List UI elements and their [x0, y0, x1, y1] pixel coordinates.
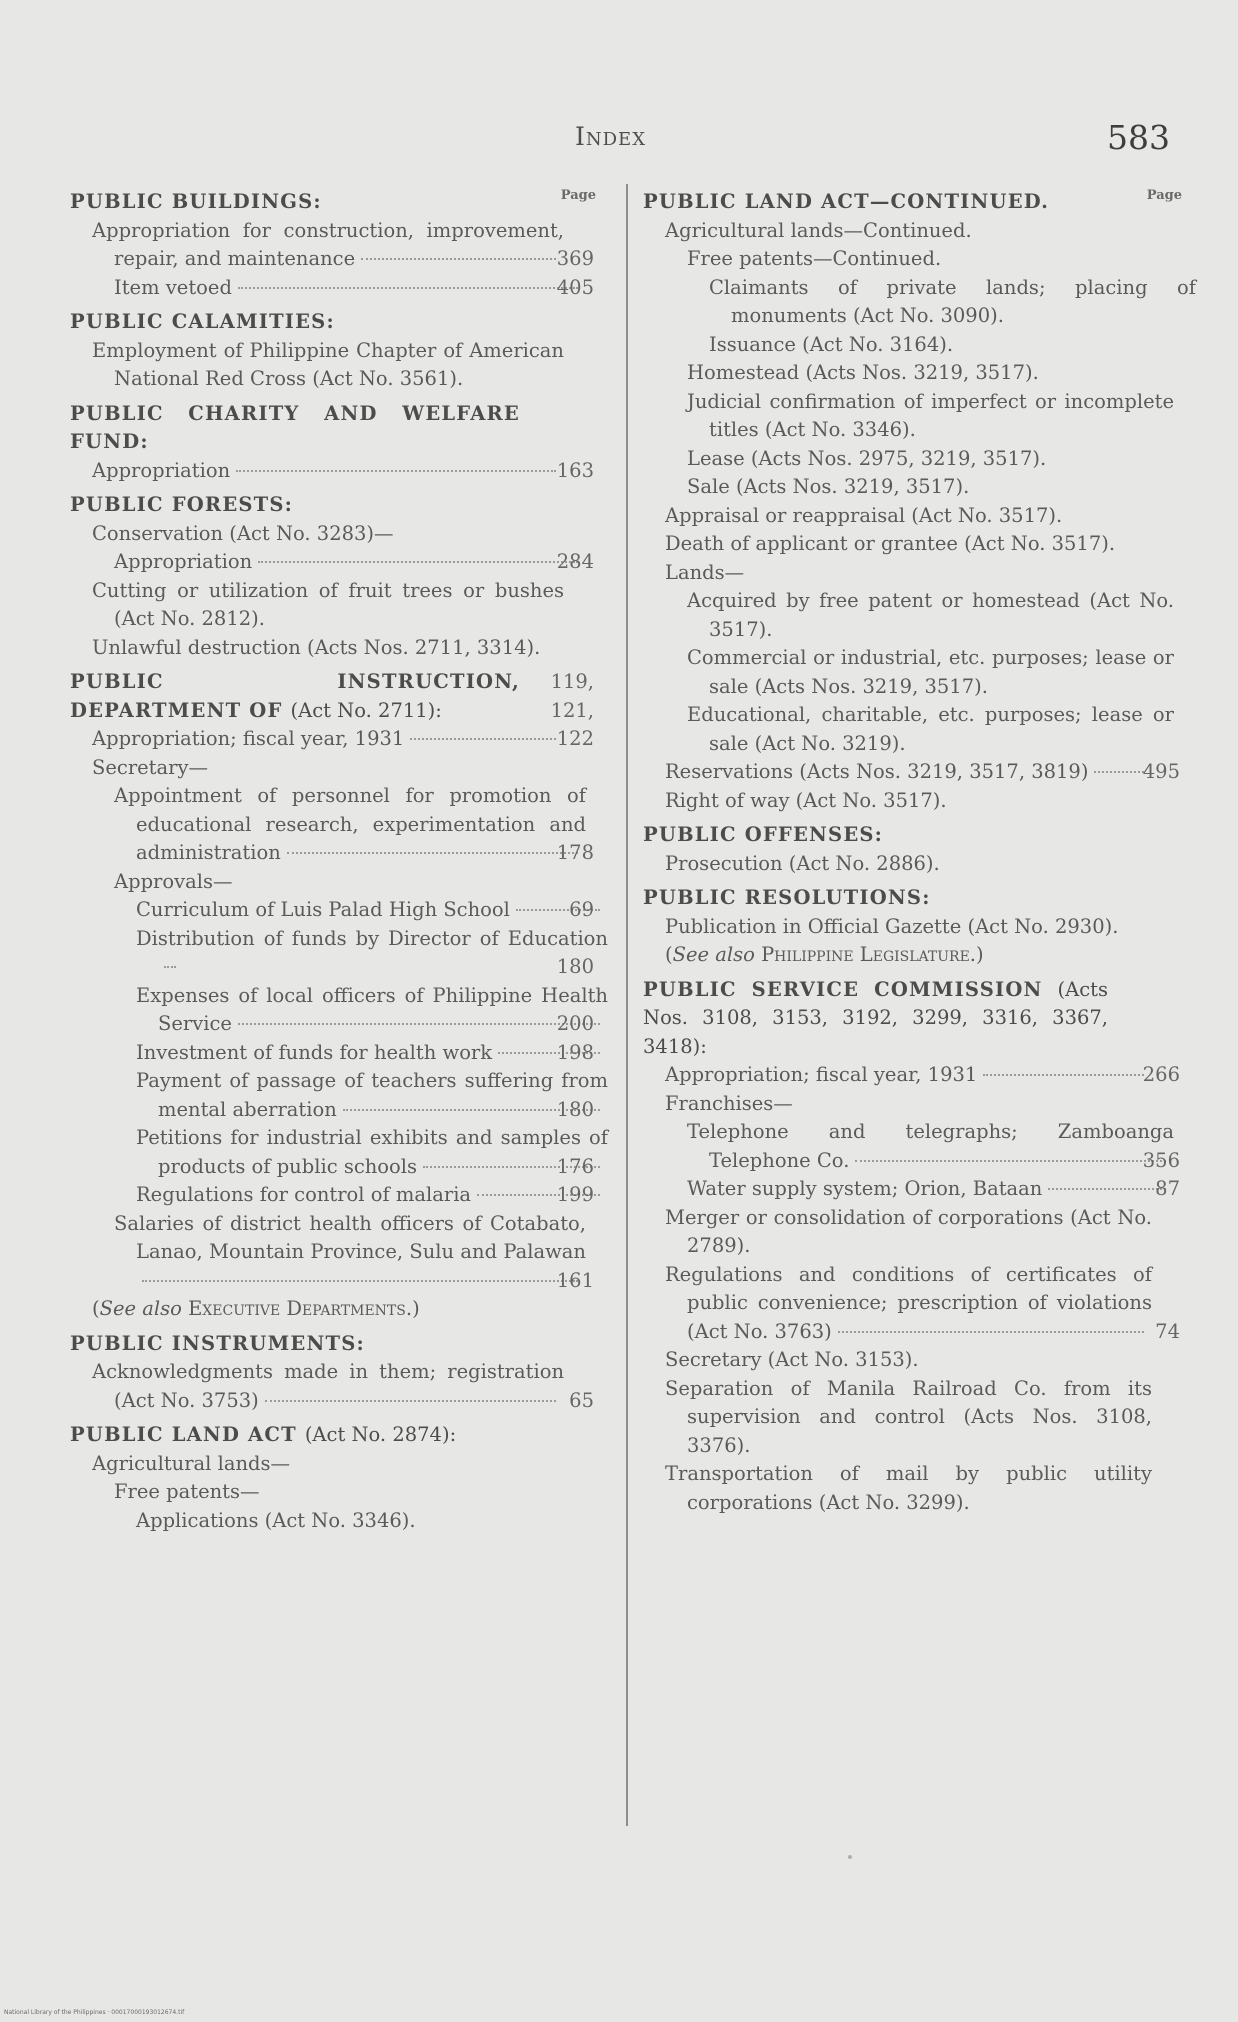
heading-text: PUBLIC SERVICE COMMISSION: [643, 977, 1043, 1001]
index-heading: [643, 976, 1180, 1062]
heading-act-reference: (Acts Nos. 3108, 3153, 3192, 3299, 3316, 3367, 3418):: [643, 977, 1108, 1058]
entry-text: Investment of funds for health work: [136, 1040, 493, 1064]
page-reference: 284: [556, 550, 594, 573]
heading-act-reference: (Act No. 2874):: [304, 1423, 457, 1446]
page-reference: 87: [1155, 1177, 1180, 1200]
see-also-target: Philippine Legislature.: [761, 943, 976, 966]
entry-text: Acquired by free patent or homestead (Act No. 3517).: [687, 589, 1174, 641]
index-heading: [70, 308, 594, 337]
index-entry: [643, 587, 1180, 644]
entry-text: Appointment of personnel for promotion of educational research, experimentation and administration: [114, 784, 586, 864]
entry-text: Acknowledgments made in them; registration (Act No. 3753): [92, 1360, 564, 1412]
entry-text: Publication in Official Gazette (Act No. 2930).: [665, 914, 1119, 938]
entry-text: Transportation of mail by public utility corporations (Act No. 3299).: [665, 1462, 1152, 1514]
page-reference: 199: [556, 1183, 594, 1206]
see-also-target: Executive Departments.: [188, 1297, 413, 1320]
page-number: 583: [1107, 118, 1170, 157]
index-entry: [643, 445, 1180, 474]
entry-text: Lands—: [665, 560, 745, 584]
heading-text: PUBLIC FORESTS:: [70, 493, 294, 516]
index-entry: [70, 274, 594, 303]
see-also-entry: (See also Executive Departments.): [92, 1297, 420, 1320]
see-also-label: See also: [99, 1297, 182, 1320]
entry-text: Telephone and telegraphs; Zamboanga Telephone Co.: [687, 1120, 1174, 1172]
dot-leader: [142, 1280, 578, 1282]
page-reference: 198: [556, 1040, 594, 1064]
index-entry: [70, 577, 594, 634]
left-entries-list: [70, 188, 608, 1535]
index-entry: [643, 701, 1180, 758]
index-heading: [70, 668, 594, 725]
entry-text: Franchises—: [665, 1091, 793, 1115]
column-divider: [626, 184, 628, 1826]
index-entry: [643, 758, 1180, 787]
page-reference: 65: [569, 1388, 594, 1412]
entry-text: Unlawful destruction (Acts Nos. 2711, 3314).: [92, 635, 541, 659]
page-reference: 266: [1142, 1063, 1180, 1086]
page-reference: 495: [1142, 760, 1180, 783]
entry-text: Water supply system; Orion, Bataan: [687, 1177, 1043, 1200]
index-entry: [643, 1346, 1180, 1375]
index-entry: [70, 1507, 594, 1536]
index-entry: [643, 502, 1180, 531]
page-reference: 161: [556, 1268, 594, 1292]
index-entry: [70, 1124, 608, 1181]
entry-text: Free patents—: [114, 1480, 260, 1503]
index-entry: [643, 1118, 1180, 1175]
index-entry: [643, 331, 1180, 360]
entry-text: Appraisal or reappraisal (Act No. 3517).: [665, 503, 1063, 527]
entry-text: Salaries of district health officers of Cotabato, Lanao, Mountain Province, Sulu and Palawan: [114, 1211, 586, 1263]
index-entry: [643, 850, 1180, 879]
entry-text: Curriculum of Luis Palad High School: [136, 898, 510, 921]
index-entry: [643, 913, 1180, 942]
entry-text: Distribution of funds by Director of Education: [136, 926, 608, 950]
see-also-entry: (See also Philippine Legislature.): [665, 943, 984, 966]
index-entry: [70, 982, 608, 1039]
index-heading: [643, 884, 1180, 913]
entry-text: Agricultural lands—Continued.: [665, 218, 972, 242]
heading-text: PUBLIC INSTRUCTION, DEPARTMENT OF: [70, 670, 520, 722]
index-entry: [643, 274, 1196, 331]
entry-text: Reservations (Acts Nos. 3219, 3517, 3819): [665, 760, 1089, 783]
entry-text: Cutting or utilization of fruit trees or bushes (Act No. 2812).: [92, 578, 564, 630]
dot-leader: [236, 470, 556, 472]
index-entry: [70, 337, 594, 394]
dot-leader: [265, 1400, 556, 1402]
entry-text: Claimants of private lands; placing of monuments (Act No. 3090).: [709, 275, 1196, 327]
heading-text: PUBLIC RESOLUTIONS:: [643, 886, 931, 909]
entry-text: Issuance (Act No. 3164).: [709, 332, 954, 356]
entry-text: Petitions for industrial exhibits and samples of products of public schools: [136, 1126, 608, 1178]
index-entry: [70, 1181, 594, 1210]
dot-leader: [164, 966, 176, 968]
heading-text: PUBLIC LAND ACT—CONTINUED.: [643, 190, 1050, 213]
entry-text: Applications (Act No. 3346).: [136, 1508, 416, 1532]
entry-text: Free patents—Continued.: [687, 247, 942, 270]
index-heading: [643, 188, 1180, 217]
index-entry: [70, 634, 594, 663]
entry-text: Educational, charitable, etc. purposes; lease or sale (Act No. 3219).: [687, 703, 1174, 755]
page-reference: 356: [1142, 1148, 1180, 1172]
entry-text: Appropriation: [92, 458, 231, 482]
entry-text: Secretary—: [92, 755, 208, 779]
entry-text: Item vetoed: [114, 275, 232, 299]
entry-text: Separation of Manila Railroad Co. from its supervision and control (Acts Nos. 3108, 3376).: [665, 1376, 1152, 1457]
page-reference: 74: [1155, 1319, 1180, 1343]
index-heading: [70, 400, 594, 457]
heading-text: PUBLIC CHARITY AND WELFARE FUND:: [70, 401, 520, 453]
entry-text: Death of applicant or grantee (Act No. 3517).: [665, 532, 1116, 555]
entry-text: Right of way (Act No. 3517).: [665, 788, 947, 812]
entry-text: Conservation (Act No. 3283)—: [92, 521, 394, 545]
index-entry: [643, 530, 1180, 559]
index-entry: [70, 896, 594, 925]
dot-leader: [838, 1331, 1144, 1333]
index-entry: [643, 1061, 1180, 1090]
entry-text: Appropriation; fiscal year, 1931: [665, 1063, 978, 1086]
entry-text: Expenses of local officers of Philippine Health Service: [136, 983, 608, 1035]
page-column-label: Page: [1146, 188, 1182, 203]
page-column-label: Page: [560, 188, 596, 203]
index-entry: [70, 1067, 608, 1124]
index-entry: [70, 217, 594, 274]
index-entry: [643, 217, 1180, 246]
running-head: [0, 118, 1238, 158]
index-entry: [70, 782, 594, 868]
index-entry: [70, 1478, 594, 1507]
entry-text: Sale (Acts Nos. 3219, 3517).: [687, 475, 970, 498]
index-entry: [70, 520, 594, 549]
page-reference: 163: [556, 458, 594, 482]
page-reference: 200: [556, 1012, 594, 1035]
entry-text: Commercial or industrial, etc. purposes; lease or sale (Acts Nos. 3219, 3517).: [687, 646, 1174, 698]
entry-text: Approvals—: [114, 869, 233, 893]
entry-text: Homestead (Acts Nos. 3219, 3517).: [687, 361, 1039, 384]
page-reference: 180: [556, 955, 594, 978]
index-entry: [643, 473, 1180, 502]
index-entry: [70, 1358, 594, 1415]
entry-text: Appropriation; fiscal year, 1931: [92, 727, 405, 750]
entry-text: Regulations and conditions of certificates of public convenience; prescription of violations (Act No. 3763): [665, 1262, 1152, 1343]
right-index-column: [643, 182, 1196, 1517]
ink-speck: [848, 1855, 852, 1859]
entry-text: Prosecution (Act No. 2886).: [665, 851, 940, 875]
index-entry: [643, 1261, 1180, 1347]
index-entry: [70, 548, 594, 577]
page-reference: 369: [556, 247, 594, 270]
entry-text: Agricultural lands—: [92, 1451, 291, 1475]
entry-text: Merger or consolidation of corporations (Act No. 2789).: [665, 1205, 1152, 1257]
heading-text: PUBLIC OFFENSES:: [643, 823, 884, 846]
index-entry: [643, 1204, 1180, 1261]
page-reference: 405: [556, 275, 594, 299]
index-entry: [70, 754, 594, 783]
entry-text: Employment of Philippine Chapter of American National Red Cross (Act No. 3561).: [92, 338, 564, 390]
index-entry: [643, 787, 1180, 816]
index-entry: [643, 388, 1180, 445]
entry-text: Secretary (Act No. 3153).: [665, 1348, 919, 1371]
index-heading: [643, 821, 1180, 850]
entry-text: Judicial confirmation of imperfect or incomplete titles (Act No. 3346).: [687, 389, 1174, 441]
index-entry: [70, 868, 594, 897]
scan-footer-tag: National Library of the Philippines · 00017000193012674.tif: [4, 2009, 185, 2016]
right-entries-list: [643, 188, 1196, 1517]
left-index-column: [70, 182, 608, 1535]
index-heading: [70, 1330, 594, 1359]
running-head-title: Index: [575, 122, 647, 151]
entry-text: Payment of passage of teachers suffering from mental aberration: [136, 1069, 608, 1121]
page-reference: 176: [556, 1154, 594, 1178]
index-entry: [643, 245, 1180, 274]
entry-text: Regulations for control of malaria: [136, 1183, 472, 1206]
heading-text: PUBLIC INSTRUMENTS:: [70, 1331, 365, 1355]
index-entry: [70, 925, 608, 982]
index-entry: [643, 1175, 1180, 1204]
index-entry: [643, 1090, 1180, 1119]
index-entry: [70, 457, 594, 486]
page-reference: 119, 121, 122: [550, 670, 594, 750]
heading-text: PUBLIC CALAMITIES:: [70, 310, 335, 333]
index-entry: [643, 1375, 1180, 1461]
page-reference: 178: [556, 841, 594, 864]
page-reference: 69: [569, 898, 594, 921]
page-reference: 180: [556, 1097, 594, 1121]
index-heading: [70, 188, 594, 217]
index-entry: [643, 559, 1180, 588]
index-heading: [70, 491, 594, 520]
heading-text: PUBLIC BUILDINGS:: [70, 190, 322, 213]
entry-text: Lease (Acts Nos. 2975, 3219, 3517).: [687, 446, 1047, 470]
heading-text: PUBLIC LAND ACT: [70, 1423, 297, 1446]
heading-act-reference: (Act No. 2711):: [290, 698, 442, 722]
index-entry: [643, 644, 1180, 701]
index-entry: [643, 359, 1180, 388]
entry-text: Appropriation: [114, 550, 253, 573]
index-heading: [70, 1421, 594, 1450]
entry-text: Appropriation for construction, improvement, repair, and maintenance: [92, 218, 564, 270]
see-also-label: See also: [672, 943, 755, 966]
index-entry: [70, 1210, 594, 1296]
index-entry: [70, 1450, 594, 1479]
index-entry: [70, 1039, 594, 1068]
index-entry: [643, 1460, 1180, 1517]
